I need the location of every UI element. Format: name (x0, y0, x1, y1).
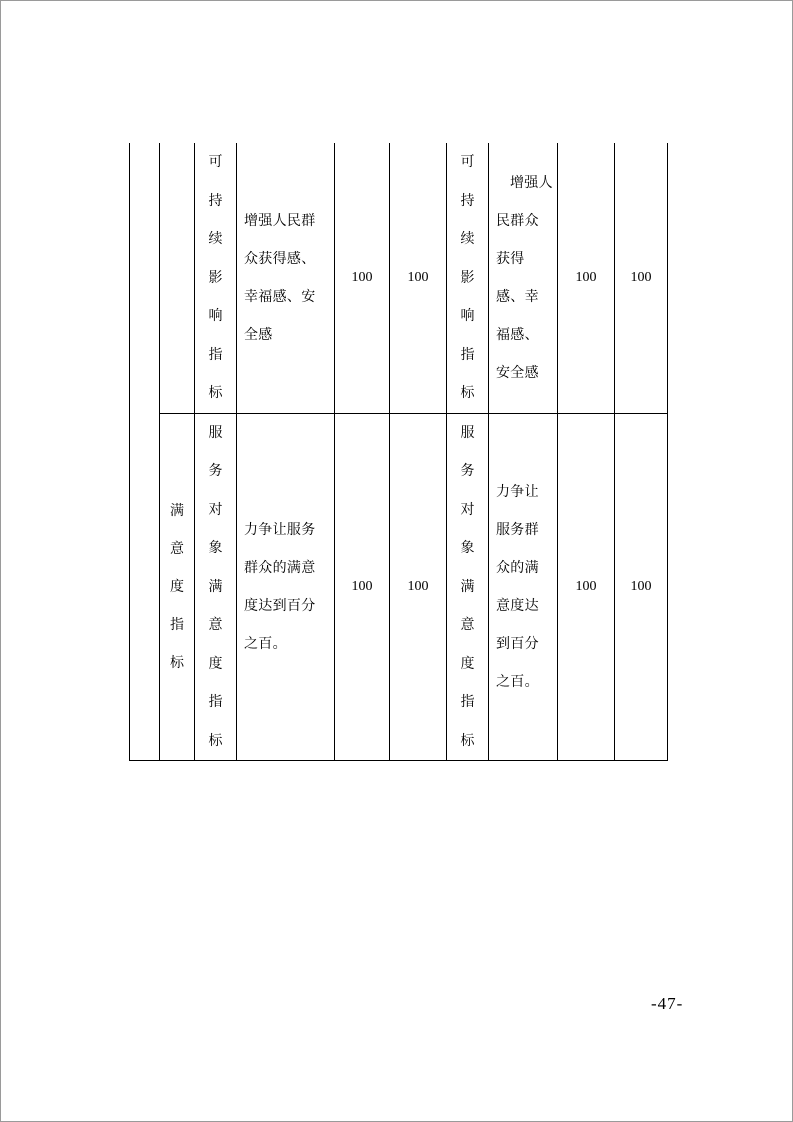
value-cell: 100 (615, 143, 668, 413)
target-text: 力争让服务群众的满意度达到百分之百。 (244, 521, 316, 652)
indicator-text: 服务对象满意度指标 (208, 424, 223, 749)
table-row (130, 143, 668, 413)
target-cell-2 (489, 143, 558, 413)
indicator-cell-2 (447, 143, 489, 413)
target-text: 增强人民群众获得感、幸福感、安全感 (244, 212, 316, 343)
target-text-2: 力争让服务群众的满意度达到百分之百。 (496, 483, 539, 690)
value-cell: 100 (390, 413, 447, 761)
performance-table (129, 143, 668, 761)
indicator-text: 可持续影响指标 (208, 154, 223, 401)
target-cell-2 (489, 413, 558, 761)
indicator-text-2: 服务对象满意度指标 (460, 424, 475, 749)
value-cell: 100 (335, 413, 390, 761)
second-level-category-cell (160, 143, 195, 413)
target-text-2: 增强人民群众获得感、幸福感、安全感 (496, 174, 553, 381)
value-cell: 100 (390, 143, 447, 413)
table-row (130, 413, 668, 761)
target-cell (237, 413, 335, 761)
value-cell: 100 (558, 413, 615, 761)
indicator-text-2: 可持续影响指标 (460, 154, 475, 401)
page-number: -47- (651, 994, 684, 1013)
category-cell (160, 413, 195, 761)
value-cell: 100 (615, 413, 668, 761)
indicator-cell-2 (447, 413, 489, 761)
value-cell: 100 (335, 143, 390, 413)
target-cell (237, 143, 335, 413)
category-text: 满意度指标 (170, 502, 184, 671)
first-level-category-cell (130, 143, 160, 761)
value-cell: 100 (558, 143, 615, 413)
indicator-cell (195, 143, 237, 413)
indicator-cell (195, 413, 237, 761)
